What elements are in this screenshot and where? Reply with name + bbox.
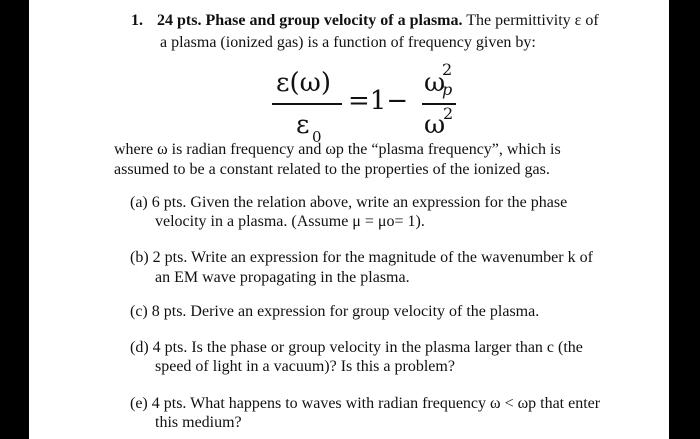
eq-rhs-denominator-sup: 2 (443, 104, 454, 123)
part-a-line2: velocity in a plasma. (Assume μ = μo= 1). (155, 213, 425, 230)
part-e-line2: this medium? (155, 414, 242, 431)
part-b-line1: (b) 2 pts. Write an expression for the magnitude of the wavenumber k of (130, 249, 593, 266)
eq-lhs-denominator-sub: 0 (312, 128, 322, 146)
part-b-line2: an EM wave propagating in the plasma. (155, 269, 410, 286)
where-line2: assumed to be a constant related to the properties of the ionized gas. (114, 161, 550, 178)
problem-header-line (131, 11, 599, 31)
problem-intro-line2: a plasma (ionized gas) is a function of frequency given by: (160, 34, 536, 51)
where-line1: where ω is radian frequency and ωp the “plasma frequency”, which is (114, 141, 561, 158)
problem-heading: 24 pts. Phase and group velocity of a plasma. (157, 12, 463, 29)
problem-intro: The permittivity ε of (466, 12, 599, 29)
eq-rhs-numerator: ω (424, 68, 446, 98)
eq-lhs-fraction-line (272, 103, 342, 105)
eq-equals-one-minus: =1− (348, 86, 409, 116)
eq-rhs-numerator-sup: 2 (442, 60, 453, 79)
part-a-line1: (a) 6 pts. Given the relation above, write an expression for the phase (130, 194, 568, 211)
document-page (29, 0, 669, 439)
part-d-line1: (d) 4 pts. Is the phase or group velocity in the plasma larger than c (the (130, 339, 583, 356)
eq-rhs-numerator-sub: p (442, 80, 453, 99)
part-d-line2: speed of light in a vacuum)? Is this a problem? (155, 358, 455, 375)
part-e-line1: (e) 4 pts. What happens to waves with radian frequency ω < ωp that enter (130, 395, 601, 412)
part-c-line1: (c) 8 pts. Derive an expression for group velocity of the plasma. (130, 303, 540, 320)
eq-rhs-denominator: ω (424, 110, 446, 140)
eq-lhs-numerator: ε(ω) (276, 68, 331, 98)
eq-lhs-denominator: ε (296, 110, 310, 140)
problem-number: 1. (131, 12, 143, 29)
